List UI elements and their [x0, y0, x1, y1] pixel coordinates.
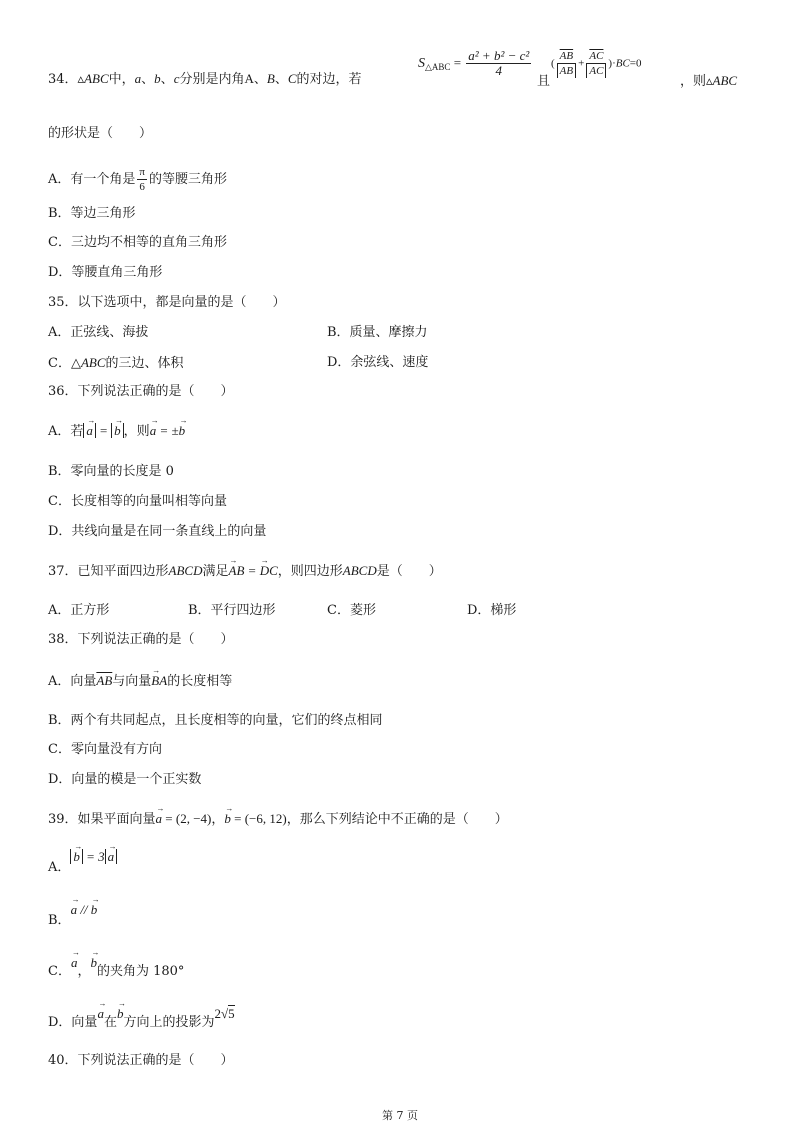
- q35-option-b: B．质量、摩擦力: [327, 325, 428, 340]
- q34-stem-line2: 的形状是（ ）: [48, 126, 153, 141]
- q39-option-d: D．向量→ a在→ b方向上的投影为2√5: [48, 1013, 235, 1032]
- q34-option-b: B．等边三角形: [48, 206, 136, 221]
- q36-stem: 36．下列说法正确的是（ ）: [48, 384, 234, 399]
- q34-then: ，则▵ABC: [680, 73, 738, 89]
- q37-option-d: D．梯形: [467, 603, 517, 618]
- q34-area-formula: $S_{\triangle ABC}$ = $\frac{\text{a² + b² − c²}}{4}$: [418, 48, 530, 78]
- page-number: 第 7 页: [382, 1109, 418, 1122]
- q38-option-c: C．零向量没有方向: [48, 742, 162, 757]
- q34-option-a: A．有一个角是 $\frac{\pi}{6}$ 的等腰三角形: [48, 166, 227, 193]
- q34-option-d: D．等腰直角三角形: [48, 265, 163, 280]
- q34-number: 34．: [48, 72, 78, 87]
- q37-stem: 37．已知平面四边形ABCD满足→ AB = → DC，则四边形ABCD是（ ）: [48, 562, 442, 581]
- q36-option-d: D．共线向量是在同一条直线上的向量: [48, 524, 267, 539]
- q36-option-b: B．零向量的长度是 0: [48, 464, 174, 479]
- q39-option-a: A．→ b = 3 → a: [48, 858, 117, 877]
- q38-stem: 38．下列说法正确的是（ ）: [48, 632, 234, 647]
- q35-option-c: C．△ABC的三边、体积: [48, 355, 184, 371]
- q36-option-c: C．长度相等的向量叫相等向量: [48, 494, 227, 509]
- q34-option-c: C．三边均不相等的直角三角形: [48, 235, 227, 250]
- q39-option-c: C．→ a，→ b的夹角为 180°: [48, 962, 184, 981]
- q39-stem: 39．如果平面向量→ a = (2, −4)，→ b = (−6, 12)，那么下列结论中不正确的是（ ）: [48, 810, 508, 829]
- q38-option-d: D．向量的模是一个正实数: [48, 772, 202, 787]
- q37-option-a: A．正方形: [48, 603, 110, 618]
- q34-vector-condition: ( $\frac{\overline{AB}}{AB}$ + $\frac{\overline{AC}}{AC}$ )·BC=0: [551, 50, 642, 77]
- q38-option-a: A．向量$\overline{AB}$与向量→ BA的长度相等: [48, 672, 232, 691]
- q35-option-d: D．余弦线、速度: [327, 355, 429, 370]
- q40-stem: 40．下列说法正确的是（ ）: [48, 1053, 234, 1068]
- q35-option-a: A．正弦线、海拔: [48, 325, 149, 340]
- q36-option-a: A．若 → a = → b ，则→ a = ±→ b: [48, 422, 185, 441]
- q37-option-b: B．平行四边形: [188, 603, 276, 618]
- triangle-symbol: ▵: [77, 71, 85, 86]
- q34-stem-line1: 34．▵ABC中，a、b、c分别是内角A、B、C的对边，若: [48, 71, 362, 87]
- q35-stem: 35．以下选项中，都是向量的是（ ）: [48, 295, 286, 310]
- q38-option-b: B．两个有共同起点，且长度相等的向量，它们的终点相同: [48, 713, 383, 728]
- q34-and: 且: [537, 74, 551, 89]
- q39-option-b: B．→ a // → b: [48, 911, 97, 930]
- q37-option-c: C．菱形: [327, 603, 376, 618]
